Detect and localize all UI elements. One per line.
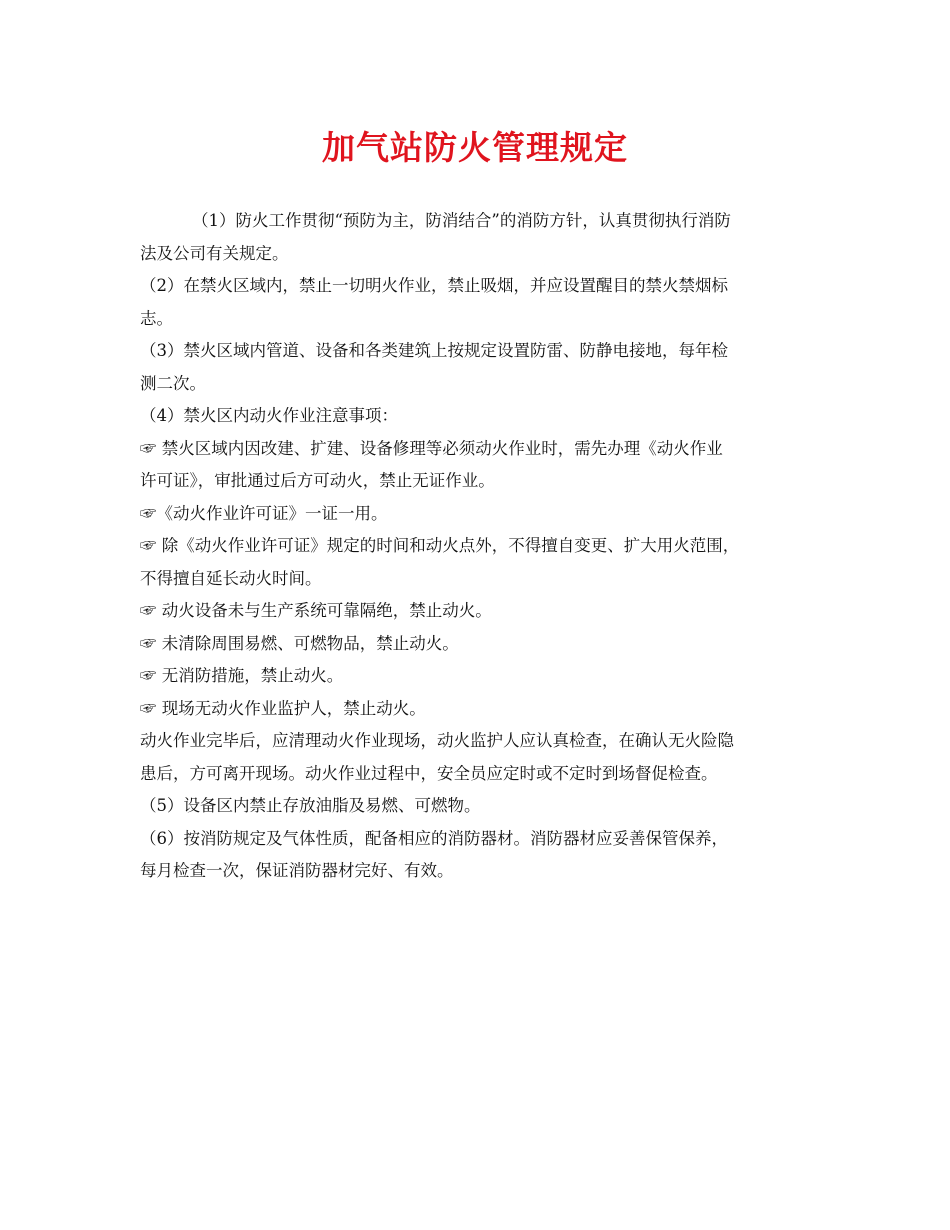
text-line: （6）按消防规定及气体性质，配备相应的消防器材。消防器材应妥善保管保养， [140, 828, 728, 848]
document-title: 加气站防火管理规定 [322, 128, 628, 167]
text-line: （3）禁火区域内管道、设备和各类建筑上按规定设置防雷、防静电接地，每年检 [140, 341, 728, 360]
text-line: 不得擅自延长动火时间。 [140, 568, 322, 588]
text-line: 许可证》，审批通过后方可动火，禁止无证作业。 [140, 471, 495, 490]
bullet-line: ☞ 现场无动火作业监护人，禁止动火。 [140, 698, 426, 718]
bullet-line: ☞ 禁火区域内因改建、扩建、设备修理等必须动火作业时，需先办理《动火作业 [140, 438, 723, 458]
text-line: 动火作业完毕后，应清理动火作业现场，动火监护人应认真检查，在确认无火险隐 [140, 731, 734, 750]
text-line: 法及公司有关规定。 [140, 243, 289, 263]
text-line: （4）禁火区内动火作业注意事项： [140, 406, 398, 425]
text-line: 测二次。 [140, 373, 206, 393]
text-line: （2）在禁火区域内，禁止一切明火作业，禁止吸烟，并应设置醒目的禁火禁烟标 [140, 276, 728, 295]
bullet-line: ☞ 未清除周围易燃、可燃物品，禁止动火。 [140, 633, 459, 653]
text-line: （1）防火工作贯彻“预防为主，防消结合”的消防方针，认真贯彻执行消防 [192, 211, 731, 230]
text-line: 志。 [140, 308, 173, 328]
bullet-line: ☞ 无消防措施，禁止动火。 [140, 666, 344, 685]
bullet-line: ☞ 动火设备未与生产系统可靠隔绝，禁止动火。 [140, 601, 492, 620]
text-line: （5）设备区内禁止存放油脂及易燃、可燃物。 [140, 796, 481, 815]
document-body [140, 205, 824, 888]
bullet-line: ☞ 除《动火作业许可证》规定的时间和动火点外，不得擅自变更、扩大用火范围， [140, 536, 740, 555]
text-line: 患后，方可离开现场。动火作业过程中，安全员应定时或不定时到场督促检查。 [140, 763, 718, 783]
text-line: 每月检查一次，保证消防器材完好、有效。 [140, 861, 454, 880]
bullet-line: ☞《动火作业许可证》一证一用。 [140, 503, 388, 523]
